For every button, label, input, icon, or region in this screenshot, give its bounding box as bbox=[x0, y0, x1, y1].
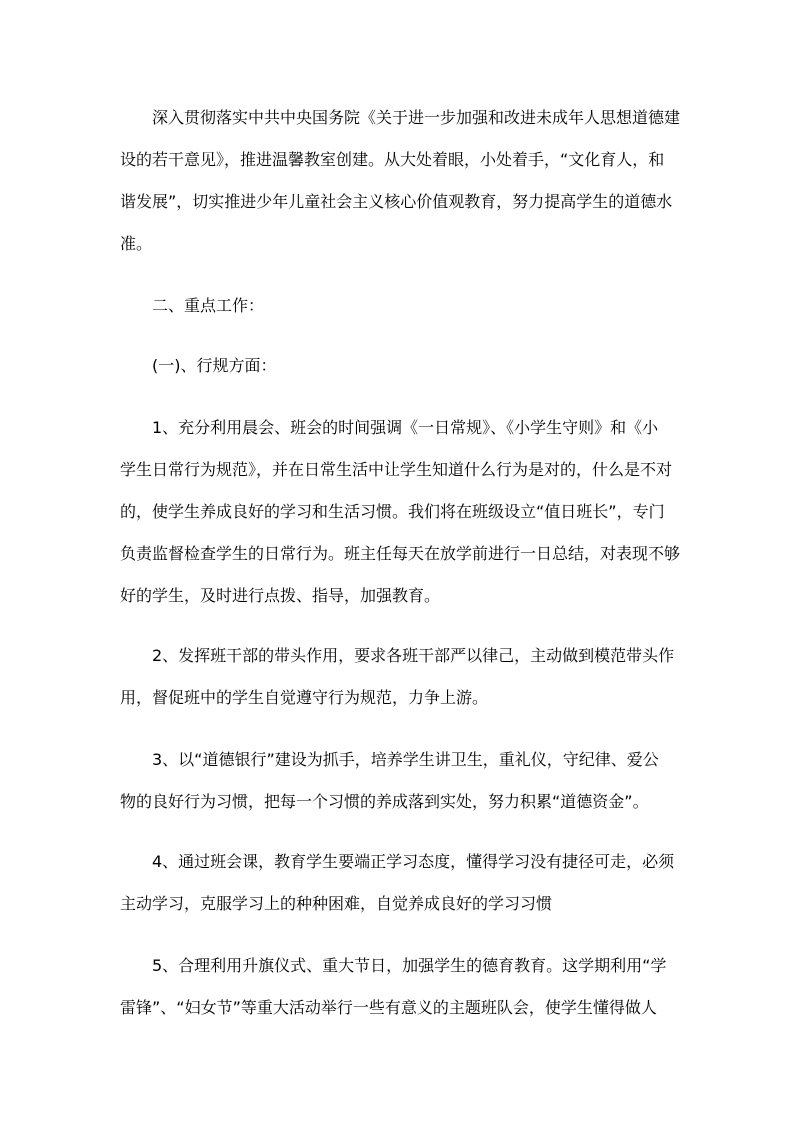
text-line: 3、以“道德银行”建设为抓手，培养学生讲卫生，重礼仪，守纪律、爱公 bbox=[152, 750, 659, 769]
text-line: 4、通过班会课，教育学生要端正学习态度，懂得学习没有捷径可走，必须 bbox=[152, 852, 675, 871]
text-line: 5、合理利用升旗仪式、重大节日，加强学生的德育教育。这学期利用“学 bbox=[152, 956, 667, 975]
heading-text: (一)、行规方面： bbox=[152, 356, 277, 375]
text-line: 深入贯彻落实中共中央国务院《关于进一步加强和改进未成年人思想道德建 bbox=[152, 108, 681, 127]
text-line: 设的若干意见》，推进温馨教室创建。从大处着眼，小处着手，“文化育人，和 bbox=[120, 150, 665, 169]
text-line: 负责监督检查学生的日常行为。班主任每天在放学前进行一日总结，对表现不够 bbox=[120, 544, 681, 563]
heading-text: 二、重点工作： bbox=[152, 296, 265, 315]
text-line: 的，使学生养成良好的学习和生活习惯。我们将在班级设立“值日班长”，专门 bbox=[120, 502, 665, 521]
text-line: 好的学生，及时进行点拨、指导，加强教育。 bbox=[120, 586, 441, 605]
text-line: 2、发挥班干部的带头作用，要求各班干部严以律己，主动做到模范带头作 bbox=[152, 646, 675, 665]
text-line: 学生日常行为规范》，并在日常生活中让学生知道什么行为是对的，什么是不对 bbox=[120, 460, 673, 479]
text-line: 1、充分利用晨会、班会的时间强调《一日常规》、《小学生守则》和《小 bbox=[152, 418, 659, 437]
text-line: 主动学习，克服学习上的种种困难，自觉养成良好的学习习惯 bbox=[120, 894, 553, 913]
text-line: 谐发展”，切实推进少年儿童社会主义核心价值观教育，努力提高学生的道德水 bbox=[120, 192, 673, 211]
text-line: 物的良好行为习惯，把每一个习惯的养成落到实处，努力积累“道德资金”。 bbox=[120, 792, 649, 811]
text-line: 准。 bbox=[120, 234, 153, 253]
text-line: 用，督促班中的学生自觉遵守行为规范，力争上游。 bbox=[120, 688, 489, 707]
text-line: 雷锋”、“妇女节”等重大活动举行一些有意义的主题班队会，使学生懂得做人 bbox=[120, 998, 657, 1017]
